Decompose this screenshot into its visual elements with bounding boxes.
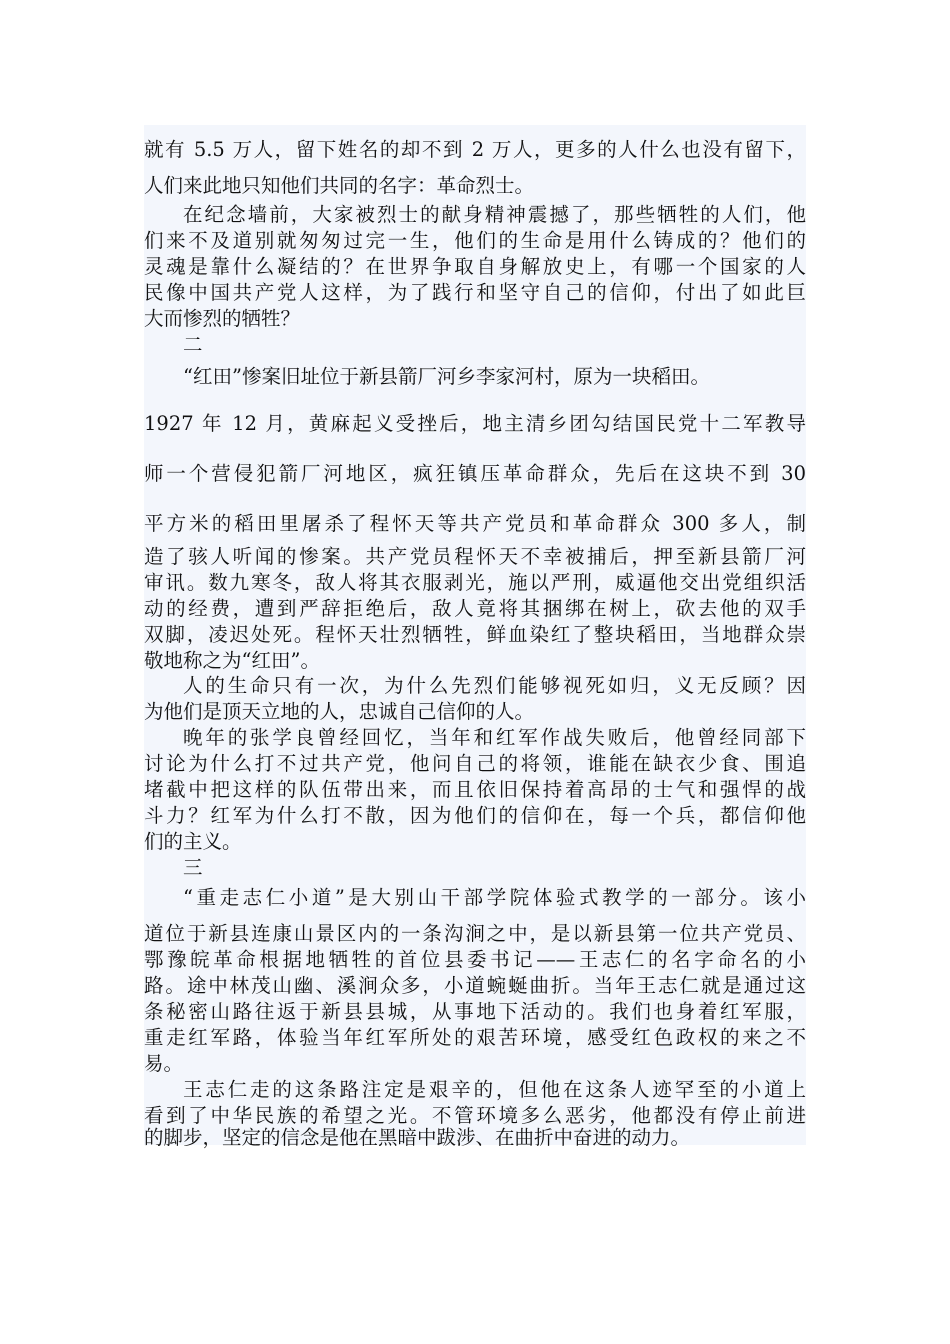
text-line: 审讯。数九寒冬，敌人将其衣服剥光，施以严刑，威逼他交出党组织活	[144, 571, 806, 594]
text-line: 们的主义。	[144, 830, 242, 853]
text-line: 平方米的稻田里屠杀了程怀天等共产党员和革命群众 300 多人，制	[144, 512, 806, 535]
text-line: 就有 5.5 万人，留下姓名的却不到 2 万人，更多的人什么也没有留下，	[144, 138, 806, 161]
text-line: 动的经费，遭到严辞拒绝后，敌人竟将其捆绑在树上，砍去他的双手	[144, 597, 806, 620]
text-line: 道位于新县连康山景区内的一条沟涧之中，是以新县第一位共产党员、	[144, 922, 806, 945]
text-line: 条秘密山路往返于新县县城，从事地下活动的。我们也身着红军服，	[144, 1000, 806, 1023]
text-line: 路。途中林茂山幽、溪涧众多，小道蜿蜒曲折。当年王志仁就是通过这	[144, 974, 806, 997]
text-line: 易。	[144, 1052, 184, 1075]
text-line: “红田”惨案旧址位于新县箭厂河乡李家河村，原为一块稻田。	[183, 365, 710, 388]
document-text-block	[144, 125, 806, 1149]
text-line: 造了骇人听闻的惨案。共产党员程怀天不幸被捕后，押至新县箭厂河	[144, 545, 806, 568]
text-line: 重走红军路，体验当年红军所处的艰苦环境，感受红色政权的来之不	[144, 1026, 806, 1049]
text-line: 堵截中把这样的队伍带出来，而且依旧保持着高昂的士气和强悍的战	[144, 778, 806, 801]
text-line: 在纪念墙前，大家被烈士的献身精神震撼了，那些牺牲的人们，他	[183, 203, 806, 226]
text-line: 王志仁走的这条路注定是艰辛的，但他在这条人迹罕至的小道上	[183, 1078, 806, 1101]
text-line: 双脚，凌迟处死。程怀天壮烈牺牲，鲜血染红了整块稻田，当地群众崇	[144, 623, 806, 646]
text-line: 师一个营侵犯箭厂河地区，疯狂镇压革命群众，先后在这块不到 30	[144, 462, 806, 485]
text-line: 为他们是顶天立地的人，忠诚自己信仰的人。	[144, 700, 535, 723]
section-number: 三	[183, 856, 203, 879]
text-line: 讨论为什么打不过共产党，他问自己的将领，谁能在缺衣少食、围追	[144, 752, 806, 775]
text-line: 民像中国共产党人这样，为了践行和坚守自己的信仰，付出了如此巨	[144, 281, 806, 304]
text-line: 敬地称之为“红田”。	[144, 649, 320, 672]
text-line: 鄂豫皖革命根据地牺牲的首位县委书记——王志仁的名字命名的小	[144, 948, 806, 971]
text-line: 们来不及道别就匆匆过完一生，他们的生命是用什么铸成的？他们的	[144, 229, 806, 252]
text-line: “重走志仁小道”是大别山干部学院体验式教学的一部分。该小	[183, 886, 806, 909]
text-line: 灵魂是靠什么凝结的？在世界争取自身解放史上，有哪一个国家的人	[144, 255, 806, 278]
text-line: 斗力？红军为什么打不散，因为他们的信仰在，每一个兵，都信仰他	[144, 804, 806, 827]
text-line: 人们来此地只知他们共同的名字：革命烈士。	[144, 174, 535, 197]
section-number: 二	[183, 333, 203, 356]
text-line: 大而惨烈的牺牲？	[144, 307, 301, 330]
text-line: 1927 年 12 月，黄麻起义受挫后，地主清乡团勾结国民党十二军教导	[144, 412, 806, 435]
text-line: 人的生命只有一次，为什么先烈们能够视死如归，义无反顾？因	[183, 674, 806, 697]
text-line: 看到了中华民族的希望之光。不管环境多么恶劣，他都没有停止前进	[144, 1104, 806, 1127]
text-line: 的脚步，坚定的信念是他在黑暗中跋涉、在曲折中奋进的动力。	[144, 1126, 691, 1149]
text-line: 晚年的张学良曾经回忆，当年和红军作战失败后，他曾经同部下	[183, 726, 806, 749]
